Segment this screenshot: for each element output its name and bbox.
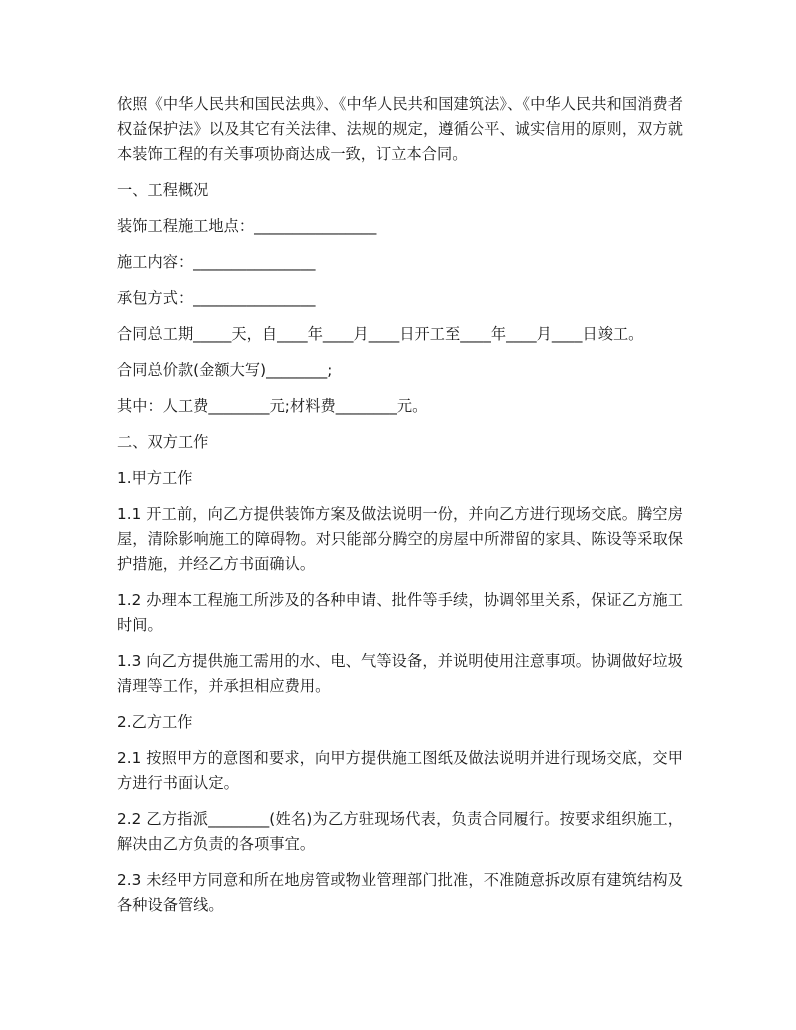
contract-page xyxy=(117,92,683,929)
field-contract-price: 合同总价款(金额大写)________; xyxy=(117,361,333,379)
field-contract-period: 合同总工期_____天，自____年____月____日开工至____年____月____日竣工。 xyxy=(117,325,644,343)
clause-2-3: 2.3 未经甲方同意和所在地房管或物业管理部门批准，不准随意拆改原有建筑结构及各种设备管线。 xyxy=(117,871,683,914)
clause-1-2: 1.2 办理本工程施工所涉及的各种申请、批件等手续，协调邻里关系，保证乙方施工时间。 xyxy=(117,591,683,634)
clause-2-2: 2.2 乙方指派________(姓名)为乙方驻现场代表，负责合同履行。按要求组织施工，解决由乙方负责的各项事宜。 xyxy=(117,810,683,853)
field-construction-site: 装饰工程施工地点：________________ xyxy=(117,217,377,235)
intro-paragraph: 依照《中华人民共和国民法典》、《中华人民共和国建筑法》、《中华人民共和国消费者权益保护法》以及其它有关法律、法规的规定，遵循公平、诚实信用的原则，双方就本装饰工程的有关事项协商达成一致，订立本合同。 xyxy=(117,95,683,163)
field-contract-method: 承包方式：________________ xyxy=(117,289,316,307)
section-heading-duties: 二、双方工作 xyxy=(117,433,209,451)
field-construction-content: 施工内容：________________ xyxy=(117,253,316,271)
clause-1-1: 1.1 开工前，向乙方提供装饰方案及做法说明一份，并向乙方进行现场交底。腾空房屋，清除影响施工的障碍物。对只能部分腾空的房屋中所滞留的家具、陈设等采取保护措施，并经乙方书面确认。 xyxy=(117,505,683,573)
subsection-heading-party-a: 1.甲方工作 xyxy=(117,469,193,487)
subsection-heading-party-b: 2.乙方工作 xyxy=(117,713,193,731)
clause-1-3: 1.3 向乙方提供施工需用的水、电、气等设备，并说明使用注意事项。协调做好垃圾清理等工作，并承担相应费用。 xyxy=(117,652,683,695)
section-heading-project-overview: 一、工程概况 xyxy=(117,181,209,199)
clause-2-1: 2.1 按照甲方的意图和要求，向甲方提供施工图纸及做法说明并进行现场交底，交甲方进行书面认定。 xyxy=(117,749,683,792)
field-cost-breakdown: 其中：人工费________元;材料费________元。 xyxy=(117,397,428,415)
